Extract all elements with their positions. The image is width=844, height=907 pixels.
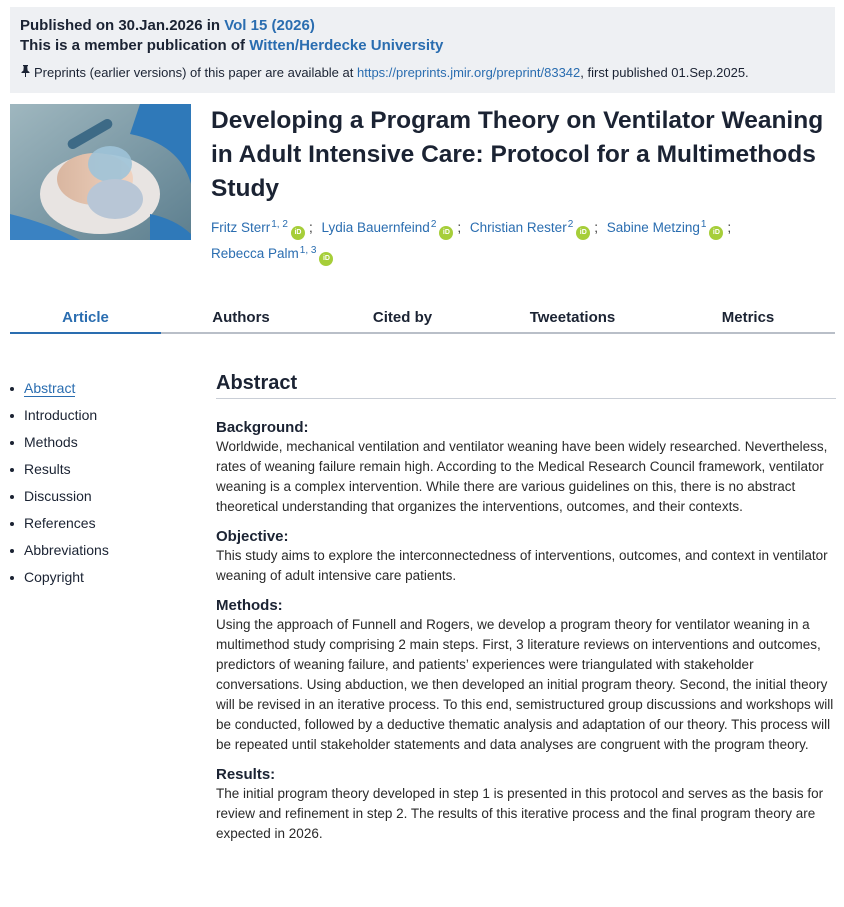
abstract-section-background [216,419,836,517]
author-item: Sabine Metzing$^1$iD [607,214,724,240]
section-title: Objective: [216,528,289,545]
section-text: Worldwide, mechanical ventilation and ventilator weaning have been widely researched. Nevertheless, rates of weaning failure remain high. According to the Medical Research Council framework, ventilator weaning is a complex intervention. While there are various guidelines on this, there is no abstract theoretical understanding that organizes the interventions, outcomes, and their contexts. [216,439,828,514]
section-text: The initial program theory developed in step 1 is presented in this protocol and serves as the basis for review and refinement in step 2. The results of this iterative process and the final program theory are expected in 2026. [216,786,824,841]
author-item: Rebecca Palm$^{1, 3}$iD [211,240,333,266]
toc-item-results[interactable]: Results [10,456,190,483]
toc-item-discussion[interactable]: Discussion [10,483,190,510]
tab-cited-by[interactable]: Cited by [372,309,433,326]
toc-item-copyright[interactable]: Copyright [10,564,190,591]
section-title: Background: [216,419,309,436]
author-list: Fritz Sterr$^{1, 2}$iD ; Lydia Bauernfeind$^2$iD ; Christian Rester$^2$iD ; Sabine Metzing$^1$iD ; Rebecca Palm$^{1, 3}$iD [211,214,831,266]
abstract-section-objective [216,528,836,586]
article-title: Developing a Program Theory on Ventilator Weaning in Adult Intensive Care: Protocol for a Multimethods Study [211,107,824,202]
tab-article[interactable]: Article [10,300,161,332]
volume-link[interactable]: Vol 15 (2026) [224,17,315,34]
orcid-icon[interactable]: iD [319,252,333,266]
table-of-contents [10,375,190,591]
publication-banner [10,7,835,93]
author-link[interactable]: Rebecca Palm [211,246,299,261]
orcid-icon[interactable]: iD [291,226,305,240]
toc-item-abstract[interactable]: Abstract [10,375,190,402]
preprint-link[interactable]: https://preprints.jmir.org/preprint/83342 [356,65,581,80]
section-title: Results: [216,766,276,783]
author-item: Fritz Sterr$^{1, 2}$iD [211,214,305,240]
author-item: Lydia Bauernfeind$^2$iD [321,214,453,240]
orcid-icon[interactable]: iD [709,226,723,240]
author-link[interactable]: Fritz Sterr [211,220,271,235]
author-item: Christian Rester$^2$iD [470,214,590,240]
section-title: Methods: [216,597,283,614]
abstract-section-results [216,766,836,844]
abstract-content [216,372,836,855]
tab-metrics[interactable]: Metrics [721,309,775,326]
article-thumbnail [10,104,191,240]
author-link[interactable]: Sabine Metzing [606,220,700,235]
section-text: Using the approach of Funnell and Rogers, we develop a program theory for ventilator weaning in a multimethod study comprising 2 main steps. First, 3 literature reviews on interventions and outcomes, predictors of weaning failure, and patients’ experiences were triangulated with stakeholder conversations. Using abduction, we then developed an initial program theory. Second, the initial theory will be revised in an iterative process. To this end, semistructured group discussions and workshops will be conducted, followed by a deductive thematic analysis and adaptation of our theory. This process will be repeated until stakeholder statements and data analyses are congruent with the program theory. [216,617,834,752]
orcid-icon[interactable]: iD [576,226,590,240]
article-tabs [10,300,835,334]
abstract-section-methods [216,597,836,755]
toc-item-abbreviations[interactable]: Abbreviations [10,537,190,564]
toc-item-references[interactable]: References [10,510,190,537]
member-line: This is a member publication of Witten/Herdecke University [20,37,444,54]
author-link[interactable]: Christian Rester [469,220,567,235]
tab-tweetations[interactable]: Tweetations [529,309,616,326]
author-link[interactable]: Lydia Bauernfeind [321,220,430,235]
abstract-heading: Abstract [216,372,836,399]
tab-authors[interactable]: Authors [212,309,270,326]
pushpin-icon [20,64,31,82]
section-text: This study aims to explore the interconnectedness of interventions, outcomes, and context in ventilator weaning of adult intensive care patients. [216,548,828,583]
preprint-line: Preprints (earlier versions) of this paper are available at https://preprints.jmir.org/preprint/83342, first published 01.Sep.2025. [20,64,825,82]
university-link[interactable]: Witten/Herdecke University [249,37,444,54]
orcid-icon[interactable]: iD [439,226,453,240]
toc-item-introduction[interactable]: Introduction [10,402,190,429]
toc-item-methods[interactable]: Methods [10,429,190,456]
published-line: Published on 30.Jan.2026 in Vol 15 (2026) [20,17,315,34]
